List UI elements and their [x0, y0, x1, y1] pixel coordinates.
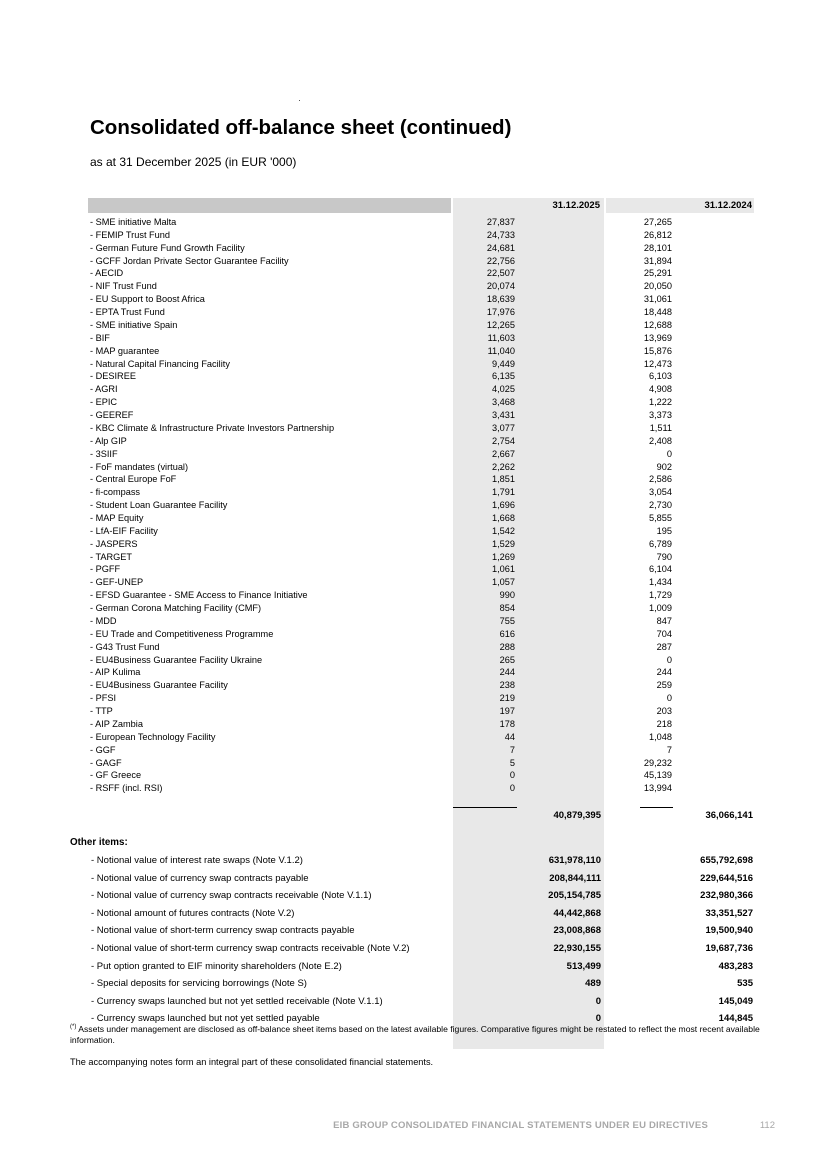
value-2025: 2,667 — [492, 448, 515, 459]
value-2025: 23,008,868 — [553, 925, 601, 937]
table-row — [0, 889, 825, 902]
row-label: - EU Trade and Competitiveness Programme — [90, 628, 274, 639]
value-2024: 19,500,940 — [705, 925, 753, 937]
table-row — [0, 280, 825, 293]
row-label: - AIP Kulima — [90, 667, 141, 678]
accompanying-note: The accompanying notes form an integral part of these consolidated financial statements. — [70, 1057, 434, 1067]
table-row — [0, 731, 825, 744]
value-2024: 45,139 — [643, 770, 672, 781]
value-2025: 990 — [499, 590, 515, 601]
row-label: - NIF Trust Fund — [90, 281, 157, 292]
value-2025: 755 — [499, 615, 515, 626]
value-2024: 203 — [656, 706, 672, 717]
value-2025: 18,639 — [486, 294, 515, 305]
value-2024: 218 — [656, 718, 672, 729]
value-2025: 288 — [499, 641, 515, 652]
row-label: - fi-compass — [90, 487, 141, 498]
table-row — [0, 512, 825, 525]
page-subtitle: as at 31 December 2025 (in EUR '000) — [90, 155, 297, 169]
table-row — [0, 422, 825, 435]
value-2025: 205,154,785 — [548, 890, 601, 902]
value-2024: 6,104 — [649, 564, 672, 575]
table-row — [0, 769, 825, 782]
value-2024: 1,434 — [649, 577, 672, 588]
row-label: - GEEREF — [90, 410, 134, 421]
row-label: - German Corona Matching Facility (CMF) — [90, 603, 262, 614]
value-2025: 22,930,155 — [553, 943, 601, 954]
row-label: - JASPERS — [90, 538, 138, 549]
value-2025: 3,431 — [492, 410, 515, 421]
row-label: - GF Greece — [90, 770, 142, 781]
value-2025: 1,791 — [492, 487, 515, 498]
value-2024: 1,511 — [649, 422, 672, 433]
row-label: - Central Europe FoF — [90, 474, 177, 485]
value-2025: 1,057 — [492, 577, 515, 588]
value-2025: 1,542 — [492, 525, 515, 536]
table-row — [0, 654, 825, 667]
value-2025: 1,668 — [492, 513, 515, 523]
value-2025: 5 — [509, 757, 515, 768]
table-row — [0, 370, 825, 383]
value-2024: 0 — [666, 448, 672, 459]
row-label: - PFSI — [90, 693, 117, 704]
value-2024: 1,729 — [649, 590, 672, 601]
value-2025: 1,529 — [492, 538, 515, 549]
value-2025: 2,754 — [492, 435, 515, 446]
table-row — [0, 332, 825, 345]
value-2025: 244 — [499, 667, 515, 678]
value-2025: 44 — [504, 731, 515, 742]
table-row — [0, 942, 825, 955]
row-label: - G43 Trust Fund — [90, 641, 160, 652]
row-label: - MAP Equity — [90, 513, 144, 523]
row-label: - Notional value of currency swap contracts receivable (Note V.1.1) — [91, 890, 372, 902]
table-row — [0, 345, 825, 358]
value-2025: 1,269 — [492, 551, 515, 562]
value-2024: 195 — [656, 525, 672, 536]
value-2025: 513,499 — [566, 960, 601, 972]
table-row — [0, 473, 825, 486]
value-2025: 6,135 — [492, 371, 515, 382]
value-2024: 25,291 — [643, 268, 672, 279]
table-row — [0, 435, 825, 448]
value-2024: 15,876 — [643, 345, 672, 356]
row-label: - Natural Capital Financing Facility — [90, 358, 230, 369]
value-2025: 489 — [585, 978, 601, 990]
row-label: - GGF — [90, 744, 116, 755]
page-number: 112 — [759, 1120, 775, 1131]
row-label: - AIP Zambia — [90, 718, 143, 729]
value-2024: 2,408 — [649, 435, 672, 446]
table-row — [0, 319, 825, 332]
value-2024: 5,855 — [649, 513, 672, 523]
row-label: - KBC Climate & Infrastructure Private Investors Partnership — [90, 422, 335, 433]
table-row — [0, 229, 825, 242]
value-2025: 20,074 — [486, 281, 515, 292]
value-2025: 44,442,868 — [553, 907, 601, 919]
other-items-heading: Other items: — [70, 837, 128, 848]
row-label: - Notional value of short-term currency swap contracts receivable (Note V.2) — [91, 943, 410, 954]
value-2024: 31,894 — [643, 255, 672, 266]
value-2024: 33,351,527 — [705, 907, 753, 919]
row-label: - AGRI — [90, 384, 118, 395]
value-2024: 28,101 — [643, 242, 672, 253]
value-2025: 2,262 — [492, 461, 515, 472]
table-row — [0, 396, 825, 409]
row-label: - FEMIP Trust Fund — [90, 229, 170, 240]
row-label: - BIF — [90, 332, 110, 343]
row-label: - GAGF — [90, 757, 122, 768]
table-row — [0, 293, 825, 306]
table-row — [0, 718, 825, 731]
value-2025: 0 — [595, 995, 601, 1007]
value-2024: 483,283 — [718, 960, 753, 972]
subtotal-underline-2025 — [453, 807, 517, 808]
value-2025: 24,681 — [486, 242, 515, 253]
table-header-bar — [88, 198, 451, 213]
table-row — [0, 641, 825, 654]
row-label: - SME initiative Malta — [90, 217, 177, 227]
table-row — [0, 679, 825, 692]
row-label: - Put option granted to EIF minority shareholders (Note E.2) — [91, 960, 342, 972]
table-row — [0, 551, 825, 564]
value-2025: 197 — [499, 706, 515, 717]
total-2025: 40,879,395 — [553, 810, 601, 821]
row-label: - TTP — [90, 706, 113, 717]
value-2024: 0 — [666, 693, 672, 704]
value-2024: 704 — [656, 628, 672, 639]
row-label: - AECID — [90, 268, 124, 279]
row-label: - GEF-UNEP — [90, 577, 144, 588]
table-row — [0, 757, 825, 770]
value-2025: 0 — [509, 783, 515, 794]
value-2024: 6,789 — [649, 538, 672, 549]
value-2025: 4,025 — [492, 384, 515, 395]
table-row — [0, 977, 825, 990]
row-label: - Notional amount of futures contracts (Note V.2) — [91, 907, 295, 919]
value-2025: 0 — [595, 1013, 601, 1025]
value-2024: 31,061 — [643, 294, 672, 305]
table-row — [0, 705, 825, 718]
value-2025: 631,978,110 — [548, 855, 601, 866]
table-row — [0, 615, 825, 628]
row-label: - LfA-EIF Facility — [90, 525, 158, 536]
value-2025: 219 — [499, 693, 515, 704]
value-2024: 1,009 — [649, 603, 672, 614]
value-2024: 0 — [666, 654, 672, 665]
value-2024: 13,994 — [643, 783, 672, 794]
value-2025: 178 — [499, 718, 515, 729]
value-2025: 0 — [509, 770, 515, 781]
table-row — [0, 602, 825, 615]
table-row — [0, 358, 825, 371]
table-row — [0, 461, 825, 474]
value-2024: 790 — [656, 551, 672, 562]
table-row — [0, 576, 825, 589]
row-label: - SME initiative Spain — [90, 319, 178, 330]
value-2025: 3,468 — [492, 397, 515, 408]
value-2025: 22,507 — [486, 268, 515, 279]
row-label: - MAP guarantee — [90, 345, 160, 356]
row-label: - European Technology Facility — [90, 731, 216, 742]
value-2024: 259 — [656, 680, 672, 691]
column-header-2025: 31.12.2025 — [552, 200, 600, 211]
row-label: - MDD — [90, 615, 117, 626]
value-2024: 3,373 — [649, 410, 672, 421]
value-2024: 12,688 — [643, 319, 672, 330]
value-2025: 11,040 — [487, 345, 515, 356]
row-label: - DESIREE — [90, 371, 136, 382]
table-row — [0, 924, 825, 937]
value-2024: 20,050 — [643, 281, 672, 292]
total-2024: 36,066,141 — [705, 810, 753, 821]
value-2024: 535 — [737, 978, 753, 990]
table-row — [0, 486, 825, 499]
value-2024: 847 — [656, 615, 672, 626]
table-row — [0, 216, 825, 229]
table-row — [0, 499, 825, 512]
value-2024: 229,644,516 — [700, 872, 753, 884]
table-row — [0, 409, 825, 422]
value-2024: 902 — [656, 461, 672, 472]
value-2024: 4,908 — [649, 384, 672, 395]
row-label: - German Future Fund Growth Facility — [90, 242, 245, 253]
table-row — [0, 872, 825, 885]
table-row — [0, 448, 825, 461]
row-label: - Currency swaps launched but not yet settled payable — [91, 1013, 320, 1025]
row-label: - PGFF — [90, 564, 121, 575]
value-2024: 144,845 — [718, 1013, 753, 1025]
table-row — [0, 666, 825, 679]
row-label: - RSFF (incl. RSI) — [90, 783, 163, 794]
value-2024: 12,473 — [643, 358, 672, 369]
table-row — [0, 538, 825, 551]
row-label: - Notional value of short-term currency swap contracts payable — [91, 925, 355, 937]
value-2025: 616 — [499, 628, 515, 639]
value-2024: 2,730 — [649, 500, 672, 511]
value-2024: 7 — [666, 744, 672, 755]
row-label: - Notional value of currency swap contracts payable — [91, 872, 309, 884]
value-2025: 1,851 — [492, 474, 515, 485]
value-2024: 18,448 — [643, 307, 672, 318]
table-row — [0, 255, 825, 268]
value-2024: 2,586 — [649, 474, 672, 485]
row-label: - Currency swaps launched but not yet settled receivable (Note V.1.1) — [91, 995, 383, 1007]
table-row — [0, 692, 825, 705]
table-row — [0, 563, 825, 576]
value-2025: 3,077 — [492, 422, 515, 433]
value-2025: 265 — [499, 654, 515, 665]
value-2025: 238 — [499, 680, 515, 691]
page-footer-text: EIB GROUP CONSOLIDATED FINANCIAL STATEMENTS UNDER EU DIRECTIVES — [333, 1120, 708, 1131]
stray-dot — [299, 100, 300, 101]
row-label: - Student Loan Guarantee Facility — [90, 500, 228, 511]
table-row — [0, 589, 825, 602]
row-label: - Notional value of interest rate swaps (Note V.1.2) — [91, 855, 303, 866]
table-row — [0, 744, 825, 757]
value-2024: 244 — [656, 667, 672, 678]
row-label: - 3SIIF — [90, 448, 118, 459]
table-row — [0, 960, 825, 973]
table-row — [0, 854, 825, 867]
value-2025: 17,976 — [486, 307, 515, 318]
row-label: - EFSD Guarantee - SME Access to Finance Initiative — [90, 590, 308, 601]
value-2025: 22,756 — [486, 255, 515, 266]
table-row — [0, 628, 825, 641]
page-title: Consolidated off-balance sheet (continued) — [90, 116, 512, 139]
row-label: - EU4Business Guarantee Facility Ukraine — [90, 654, 263, 665]
row-label: - EU4Business Guarantee Facility — [90, 680, 228, 691]
row-label: - EPIC — [90, 397, 118, 408]
value-2024: 19,687,736 — [705, 943, 753, 954]
value-2024: 287 — [656, 641, 672, 652]
table-row — [0, 525, 825, 538]
value-2025: 1,061 — [492, 564, 515, 575]
value-2024: 655,792,698 — [700, 855, 753, 866]
table-row — [0, 383, 825, 396]
value-2025: 1,696 — [492, 500, 515, 511]
table-row — [0, 782, 825, 795]
value-2024: 27,265 — [643, 217, 672, 227]
footnote-mark: (*) — [70, 1024, 77, 1030]
value-2024: 1,222 — [649, 397, 672, 408]
value-2024: 232,980,366 — [700, 890, 753, 902]
value-2025: 208,844,111 — [549, 872, 601, 884]
value-2025: 27,837 — [486, 217, 515, 227]
value-2024: 26,812 — [643, 229, 672, 240]
row-label: - TARGET — [90, 551, 133, 562]
value-2024: 13,969 — [643, 332, 672, 343]
value-2024: 29,232 — [643, 757, 672, 768]
footnote — [70, 1022, 760, 1046]
subtotal-underline-2024 — [640, 807, 673, 808]
row-label: - EU Support to Boost Africa — [90, 294, 205, 305]
value-2024: 3,054 — [649, 487, 672, 498]
row-label: - Alp GIP — [90, 435, 127, 446]
table-row — [0, 995, 825, 1008]
row-label: - GCFF Jordan Private Sector Guarantee Facility — [90, 255, 289, 266]
table-row — [0, 242, 825, 255]
value-2025: 12,265 — [486, 319, 515, 330]
value-2025: 854 — [499, 603, 515, 614]
value-2024: 145,049 — [718, 995, 753, 1007]
row-label: - Special deposits for servicing borrowings (Note S) — [91, 978, 307, 990]
value-2024: 6,103 — [649, 371, 672, 382]
value-2024: 1,048 — [649, 731, 672, 742]
value-2025: 24,733 — [486, 229, 515, 240]
footnote-text: Assets under management are disclosed as off-balance sheet items based on the latest available figures. Comparative figures might be restated to reflect the most recent available information. — [70, 1023, 760, 1045]
row-label: - FoF mandates (virtual) — [90, 461, 189, 472]
column-header-2024: 31.12.2024 — [704, 200, 752, 211]
row-label: - EPTA Trust Fund — [90, 307, 165, 318]
table-row — [0, 306, 825, 319]
value-2025: 7 — [509, 744, 515, 755]
table-row — [0, 907, 825, 920]
value-2025: 11,603 — [487, 332, 515, 343]
table-row — [0, 267, 825, 280]
value-2025: 9,449 — [492, 358, 515, 369]
